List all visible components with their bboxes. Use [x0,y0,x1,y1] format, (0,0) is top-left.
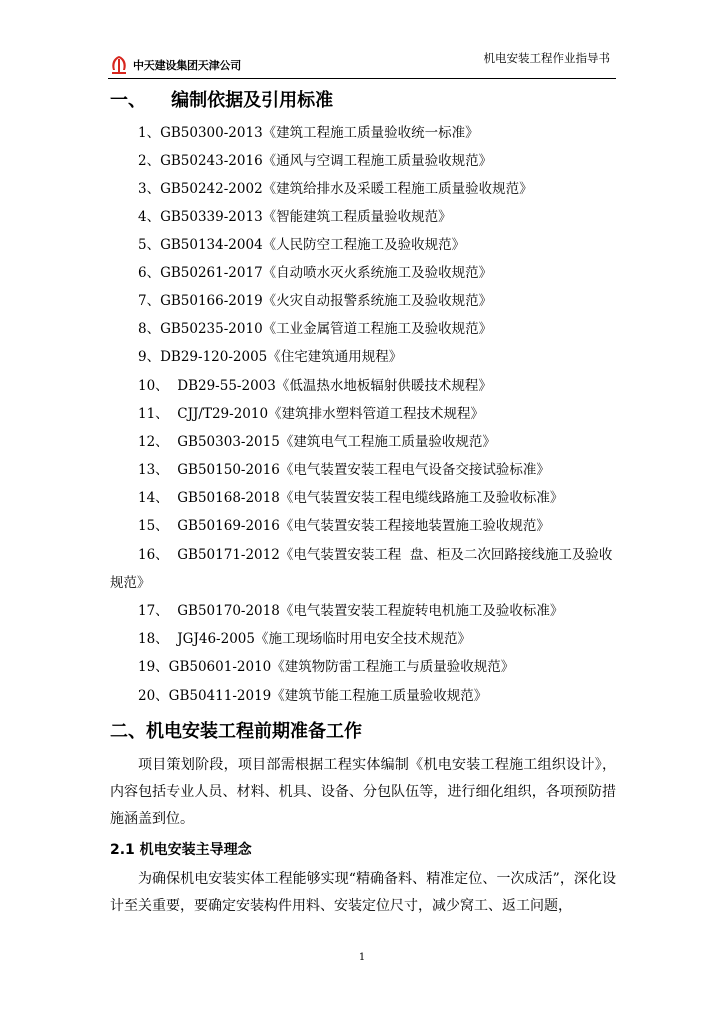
document-title: 机电安装工程作业指导书 [483,51,610,65]
reference-item-10: 10、 DB29-55-2003《低温热水地板辐射供暖技术规程》 [138,378,492,394]
reference-item-6: 6、GB50261-2017《自动喷水灭火系统施工及验收规范》 [138,265,493,281]
reference-item-2: 2、GB50243-2016《通风与空调工程施工质量验收规范》 [138,153,493,169]
section-1-heading: 一、 编制依据及引用标准 [110,90,334,111]
page-number: 1 [358,952,366,963]
company-name: 中天建设集团天津公司 [133,59,241,72]
reference-item-4: 4、GB50339-2013《智能建筑工程质量验收规范》 [138,209,452,225]
reference-item-11: 11、 CJJ/T29-2010《建筑排水塑料管道工程技术规程》 [138,406,485,422]
company-logo-icon [108,54,130,76]
reference-item-19: 19、GB50601-2010《建筑物防雷工程施工与质量验收规范》 [138,659,515,675]
reference-item-13: 13、 GB50150-2016《电气装置安装工程电气设备交接试验标准》 [138,462,550,478]
section-2-paragraph: 项目策划阶段，项目部需根据工程实体编制《机电安装工程施工组织设计》，内容包括专业人员、材料、机具、设备、分包队伍等，进行细化组织，各项预防措施涵盖到位。 [110,757,616,827]
reference-item-15: 15、 GB50169-2016《电气装置安装工程接地装置施工验收规范》 [138,518,550,534]
reference-item-16-continued: 规范》 [110,575,151,591]
reference-item-17: 17、 GB50170-2018《电气装置安装工程旋转电机施工及验收标准》 [138,603,564,619]
reference-item-7: 7、GB50166-2019《火灾自动报警系统施工及验收规范》 [138,293,493,309]
header-divider [108,78,616,79]
reference-item-12: 12、 GB50303-2015《建筑电气工程施工质量验收规范》 [138,434,496,450]
section-2-1-paragraph: 为确保机电安装实体工程能够实现“精确备料、精准定位、一次成活”，深化设计至关重要，要确定安装构件用料、安装定位尺寸，减少窝工、返工问题， [110,871,616,914]
reference-item-1: 1、GB50300-2013《建筑工程施工质量验收统一标准》 [138,125,479,141]
section-2-1-heading: 2.1 机电安装主导理念 [110,842,252,858]
section-2-heading: 二、机电安装工程前期准备工作 [110,721,362,742]
reference-item-9: 9、DB29-120-2005《住宅建筑通用规程》 [138,349,403,365]
reference-item-5: 5、GB50134-2004《人民防空工程施工及验收规范》 [138,237,466,253]
reference-item-14: 14、 GB50168-2018《电气装置安装工程电缆线路施工及验收标准》 [138,490,564,506]
reference-item-20: 20、GB50411-2019《建筑节能工程施工质量验收规范》 [138,688,488,704]
reference-item-8: 8、GB50235-2010《工业金属管道工程施工及验收规范》 [138,321,493,337]
company-logo [108,54,241,76]
reference-item-16: 16、 GB50171-2012《电气装置安装工程 盘、柜及二次回路接线施工及验收 [138,547,613,563]
reference-item-3: 3、GB50242-2002《建筑给排水及采暖工程施工质量验收规范》 [138,181,533,197]
reference-item-18: 18、 JGJ46-2005《施工现场临时用电安全技术规范》 [138,631,471,647]
